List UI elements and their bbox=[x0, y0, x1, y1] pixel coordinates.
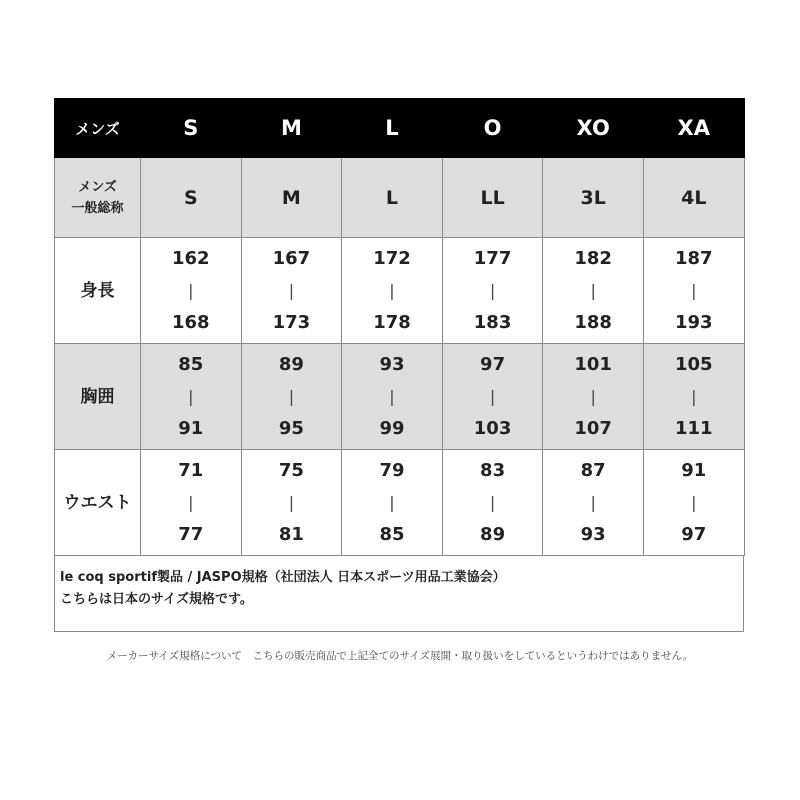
range-separator: | bbox=[691, 280, 697, 300]
size-table bbox=[54, 98, 745, 556]
range-min: 172 bbox=[373, 247, 411, 269]
general-label-line2: 一般総称 bbox=[71, 200, 124, 216]
range-min: 91 bbox=[681, 459, 707, 481]
range-max: 91 bbox=[178, 417, 204, 439]
row-label: 身長 bbox=[55, 238, 141, 344]
size-header-row bbox=[55, 99, 745, 158]
range-separator: | bbox=[590, 492, 596, 512]
range-cell bbox=[543, 344, 644, 450]
range-min: 162 bbox=[172, 247, 210, 269]
range-cell bbox=[241, 238, 342, 344]
range-max: 168 bbox=[172, 311, 210, 333]
range-min: 101 bbox=[574, 353, 612, 375]
range-cell bbox=[442, 344, 543, 450]
range-max: 193 bbox=[674, 311, 713, 333]
range-min: 75 bbox=[278, 459, 304, 481]
range-separator: | bbox=[691, 386, 697, 406]
range-cell bbox=[141, 238, 242, 344]
size-code: O bbox=[442, 99, 543, 158]
size-code: XO bbox=[543, 99, 644, 158]
range-max: 77 bbox=[178, 523, 204, 545]
range-min: 167 bbox=[272, 247, 311, 269]
size-code: L bbox=[342, 99, 443, 158]
range-min: 105 bbox=[674, 353, 713, 375]
note-line2: こちらは日本のサイズ規格です。 bbox=[60, 592, 253, 607]
range-cell bbox=[643, 344, 744, 450]
note-line1: le coq sportif製品 / JASPO規格（社団法人 日本スポーツ用品工業協会） bbox=[60, 570, 506, 585]
range-cell bbox=[442, 450, 543, 556]
range-max: 173 bbox=[272, 311, 311, 333]
range-separator: | bbox=[288, 280, 295, 300]
range-max: 95 bbox=[278, 417, 304, 439]
range-min: 187 bbox=[674, 247, 713, 269]
range-separator: | bbox=[389, 492, 395, 512]
range-separator: | bbox=[389, 386, 395, 406]
general-size: S bbox=[141, 158, 242, 238]
size-code: M bbox=[241, 99, 342, 158]
range-max: 89 bbox=[480, 523, 506, 545]
row-label: ウエスト bbox=[55, 450, 141, 556]
range-cell bbox=[543, 238, 644, 344]
range-cell bbox=[141, 450, 242, 556]
range-cell bbox=[141, 344, 242, 450]
range-max: 103 bbox=[473, 417, 512, 439]
range-separator: | bbox=[288, 386, 295, 406]
range-cell bbox=[342, 344, 443, 450]
range-min: 97 bbox=[480, 353, 506, 375]
general-label-line1: メンズ bbox=[78, 179, 117, 195]
range-cell bbox=[643, 450, 744, 556]
waist-row bbox=[55, 450, 745, 556]
range-separator: | bbox=[288, 492, 295, 512]
range-separator: | bbox=[590, 386, 596, 406]
height-row bbox=[55, 238, 745, 344]
range-separator: | bbox=[389, 280, 395, 300]
range-min: 93 bbox=[379, 353, 405, 375]
range-min: 87 bbox=[580, 459, 606, 481]
range-max: 178 bbox=[373, 311, 411, 333]
range-max: 99 bbox=[379, 417, 405, 439]
range-min: 83 bbox=[480, 459, 506, 481]
general-size: LL bbox=[442, 158, 543, 238]
size-chart bbox=[54, 98, 744, 632]
row-label: 胸囲 bbox=[55, 344, 141, 450]
range-separator: | bbox=[590, 280, 596, 300]
standard-note bbox=[54, 556, 744, 632]
range-min: 182 bbox=[574, 247, 612, 269]
range-cell bbox=[442, 238, 543, 344]
general-label bbox=[55, 158, 141, 238]
footnote: メーカーサイズ規格について こちらの販売商品で上記全てのサイズ展開・取り扱いをしているというわけではありません。 bbox=[106, 650, 694, 662]
range-separator: | bbox=[691, 492, 697, 512]
range-separator: | bbox=[489, 280, 496, 300]
range-separator: | bbox=[188, 280, 194, 300]
range-max: 107 bbox=[574, 417, 612, 439]
range-cell bbox=[241, 344, 342, 450]
range-cell bbox=[342, 238, 443, 344]
range-min: 177 bbox=[473, 247, 512, 269]
general-size-row bbox=[55, 158, 745, 238]
range-max: 183 bbox=[473, 311, 512, 333]
range-max: 85 bbox=[379, 523, 405, 545]
range-min: 85 bbox=[178, 353, 204, 375]
range-max: 93 bbox=[580, 523, 606, 545]
general-size: 4L bbox=[643, 158, 744, 238]
range-min: 71 bbox=[178, 459, 204, 481]
range-max: 97 bbox=[681, 523, 707, 545]
size-code: S bbox=[141, 99, 242, 158]
range-separator: | bbox=[489, 386, 496, 406]
range-cell bbox=[643, 238, 744, 344]
range-cell bbox=[342, 450, 443, 556]
range-max: 188 bbox=[574, 311, 612, 333]
size-code: XA bbox=[643, 99, 744, 158]
range-cell bbox=[241, 450, 342, 556]
header-label: メンズ bbox=[55, 99, 141, 158]
range-max: 111 bbox=[674, 417, 713, 439]
chest-row bbox=[55, 344, 745, 450]
range-separator: | bbox=[489, 492, 496, 512]
general-size: 3L bbox=[543, 158, 644, 238]
range-min: 79 bbox=[379, 459, 405, 481]
range-cell bbox=[543, 450, 644, 556]
range-min: 89 bbox=[278, 353, 304, 375]
general-size: M bbox=[241, 158, 342, 238]
range-separator: | bbox=[188, 492, 194, 512]
range-separator: | bbox=[188, 386, 194, 406]
general-size: L bbox=[342, 158, 443, 238]
range-max: 81 bbox=[278, 523, 304, 545]
